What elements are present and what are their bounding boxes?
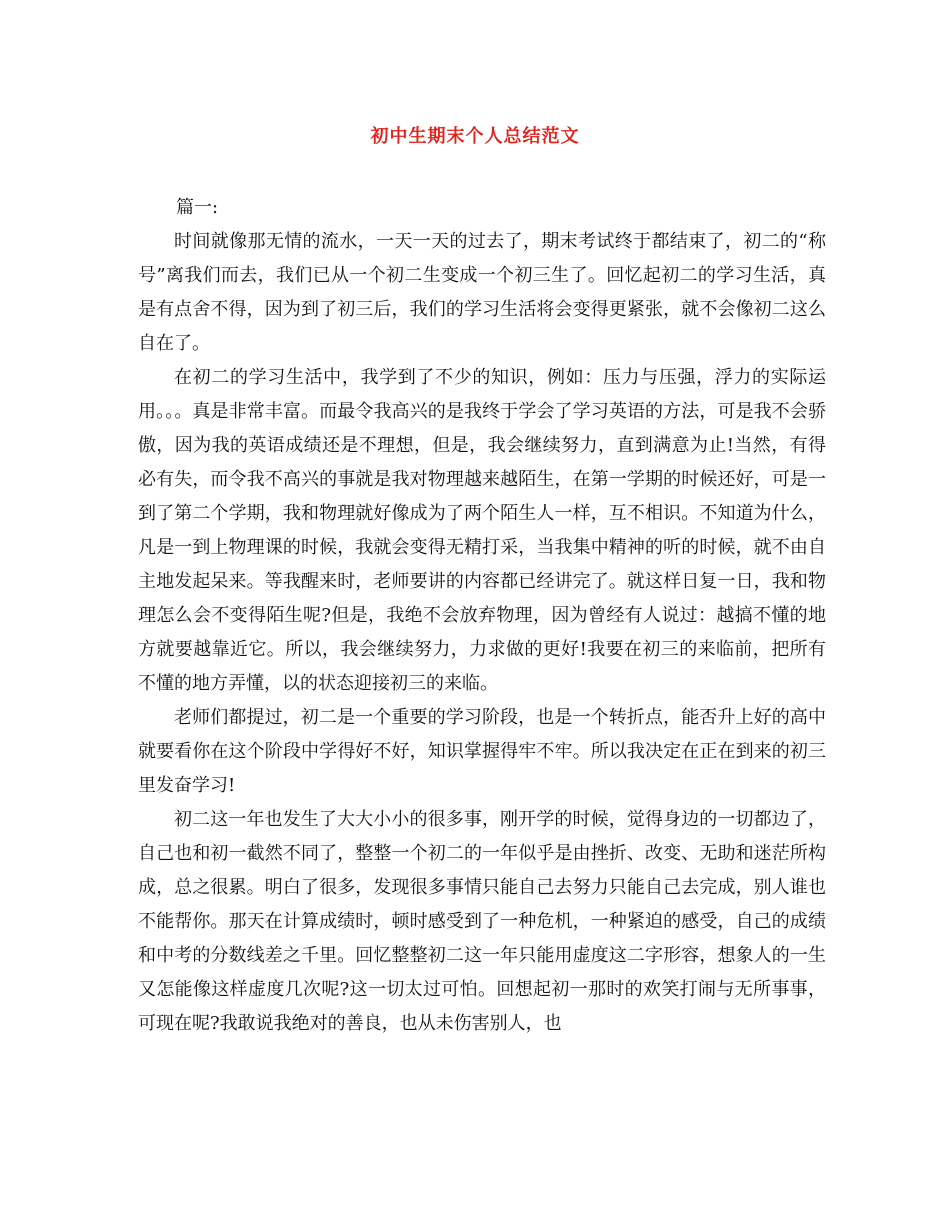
document-body xyxy=(138,191,826,1041)
paragraph-4: 初二这一年也发生了大大小小的很多事，刚开学的时候，觉得身边的一切都边了，自己也和初一截然不同了，整整一个初二的一年似乎是由挫折、改变、无助和迷茫所构成，总之很累。明白了很多，发现很多事情只能自己去努力只能自己去完成，别人谁也不能帮你。那天在计算成绩时，顿时感受到了一种危机，一种紧迫的感受，自己的成绩和中考的分数线差之千里。回忆整整初二这一年只能用虚度这二字形容，想象人的一生又怎能像这样虚度几次呢?这一切太过可怕。回想起初一那时的欢笑打闹与无所事事，可现在呢?我敢说我绝对的善良，也从未伤害别人，也 xyxy=(138,809,826,1034)
paragraph-2: 在初二的学习生活中，我学到了不少的知识，例如：压力与压强，浮力的实际运用。。。真是非常丰富。而最令我高兴的是我终于学会了学习英语的方法，可是我不会骄傲，因为我的英语成绩还是不理想，但是，我会继续努力，直到满意为止!当然，有得必有失，而令我不高兴的事就是我对物理越来越陌生，在第一学期的时候还好，可是一到了第二个学期，我和物理就好像成为了两个陌生人一样，互不相识。不知道为什么，凡是一到上物理课的时候，我就会变得无精打采，当我集中精神的听的时候，就不由自主地发起呆来。等我醒来时，老师要讲的内容都已经讲完了。就这样日复一日，我和物理怎么会不变得陌生呢?但是，我绝不会放弃物理，因为曾经有人说过：越搞不懂的地方就要越靠近它。所以，我会继续努力，力求做的更好!我要在初三的来临前，把所有不懂的地方弄懂，以的状态迎接初三的来临。 xyxy=(138,367,826,694)
paragraph-1: 时间就像那无情的流水，一天一天的过去了，期末考试终于都结束了，初二的“称号”离我们而去，我们已从一个初二生变成一个初三生了。回忆起初二的学习生活，真是有点舍不得，因为到了初三后，我们的学习生活将会变得更紧张，就不会像初二这么自在了。 xyxy=(138,231,826,354)
paragraph-3: 老师们都提过，初二是一个重要的学习阶段，也是一个转折点，能否升上好的高中就要看你在这个阶段中学得好不好，知识掌握得牢不牢。所以我决定在正在到来的初三里发奋学习! xyxy=(138,707,826,796)
document-title: 初中生期末个人总结范文 xyxy=(370,126,580,147)
section-label: 篇一: xyxy=(176,197,219,218)
